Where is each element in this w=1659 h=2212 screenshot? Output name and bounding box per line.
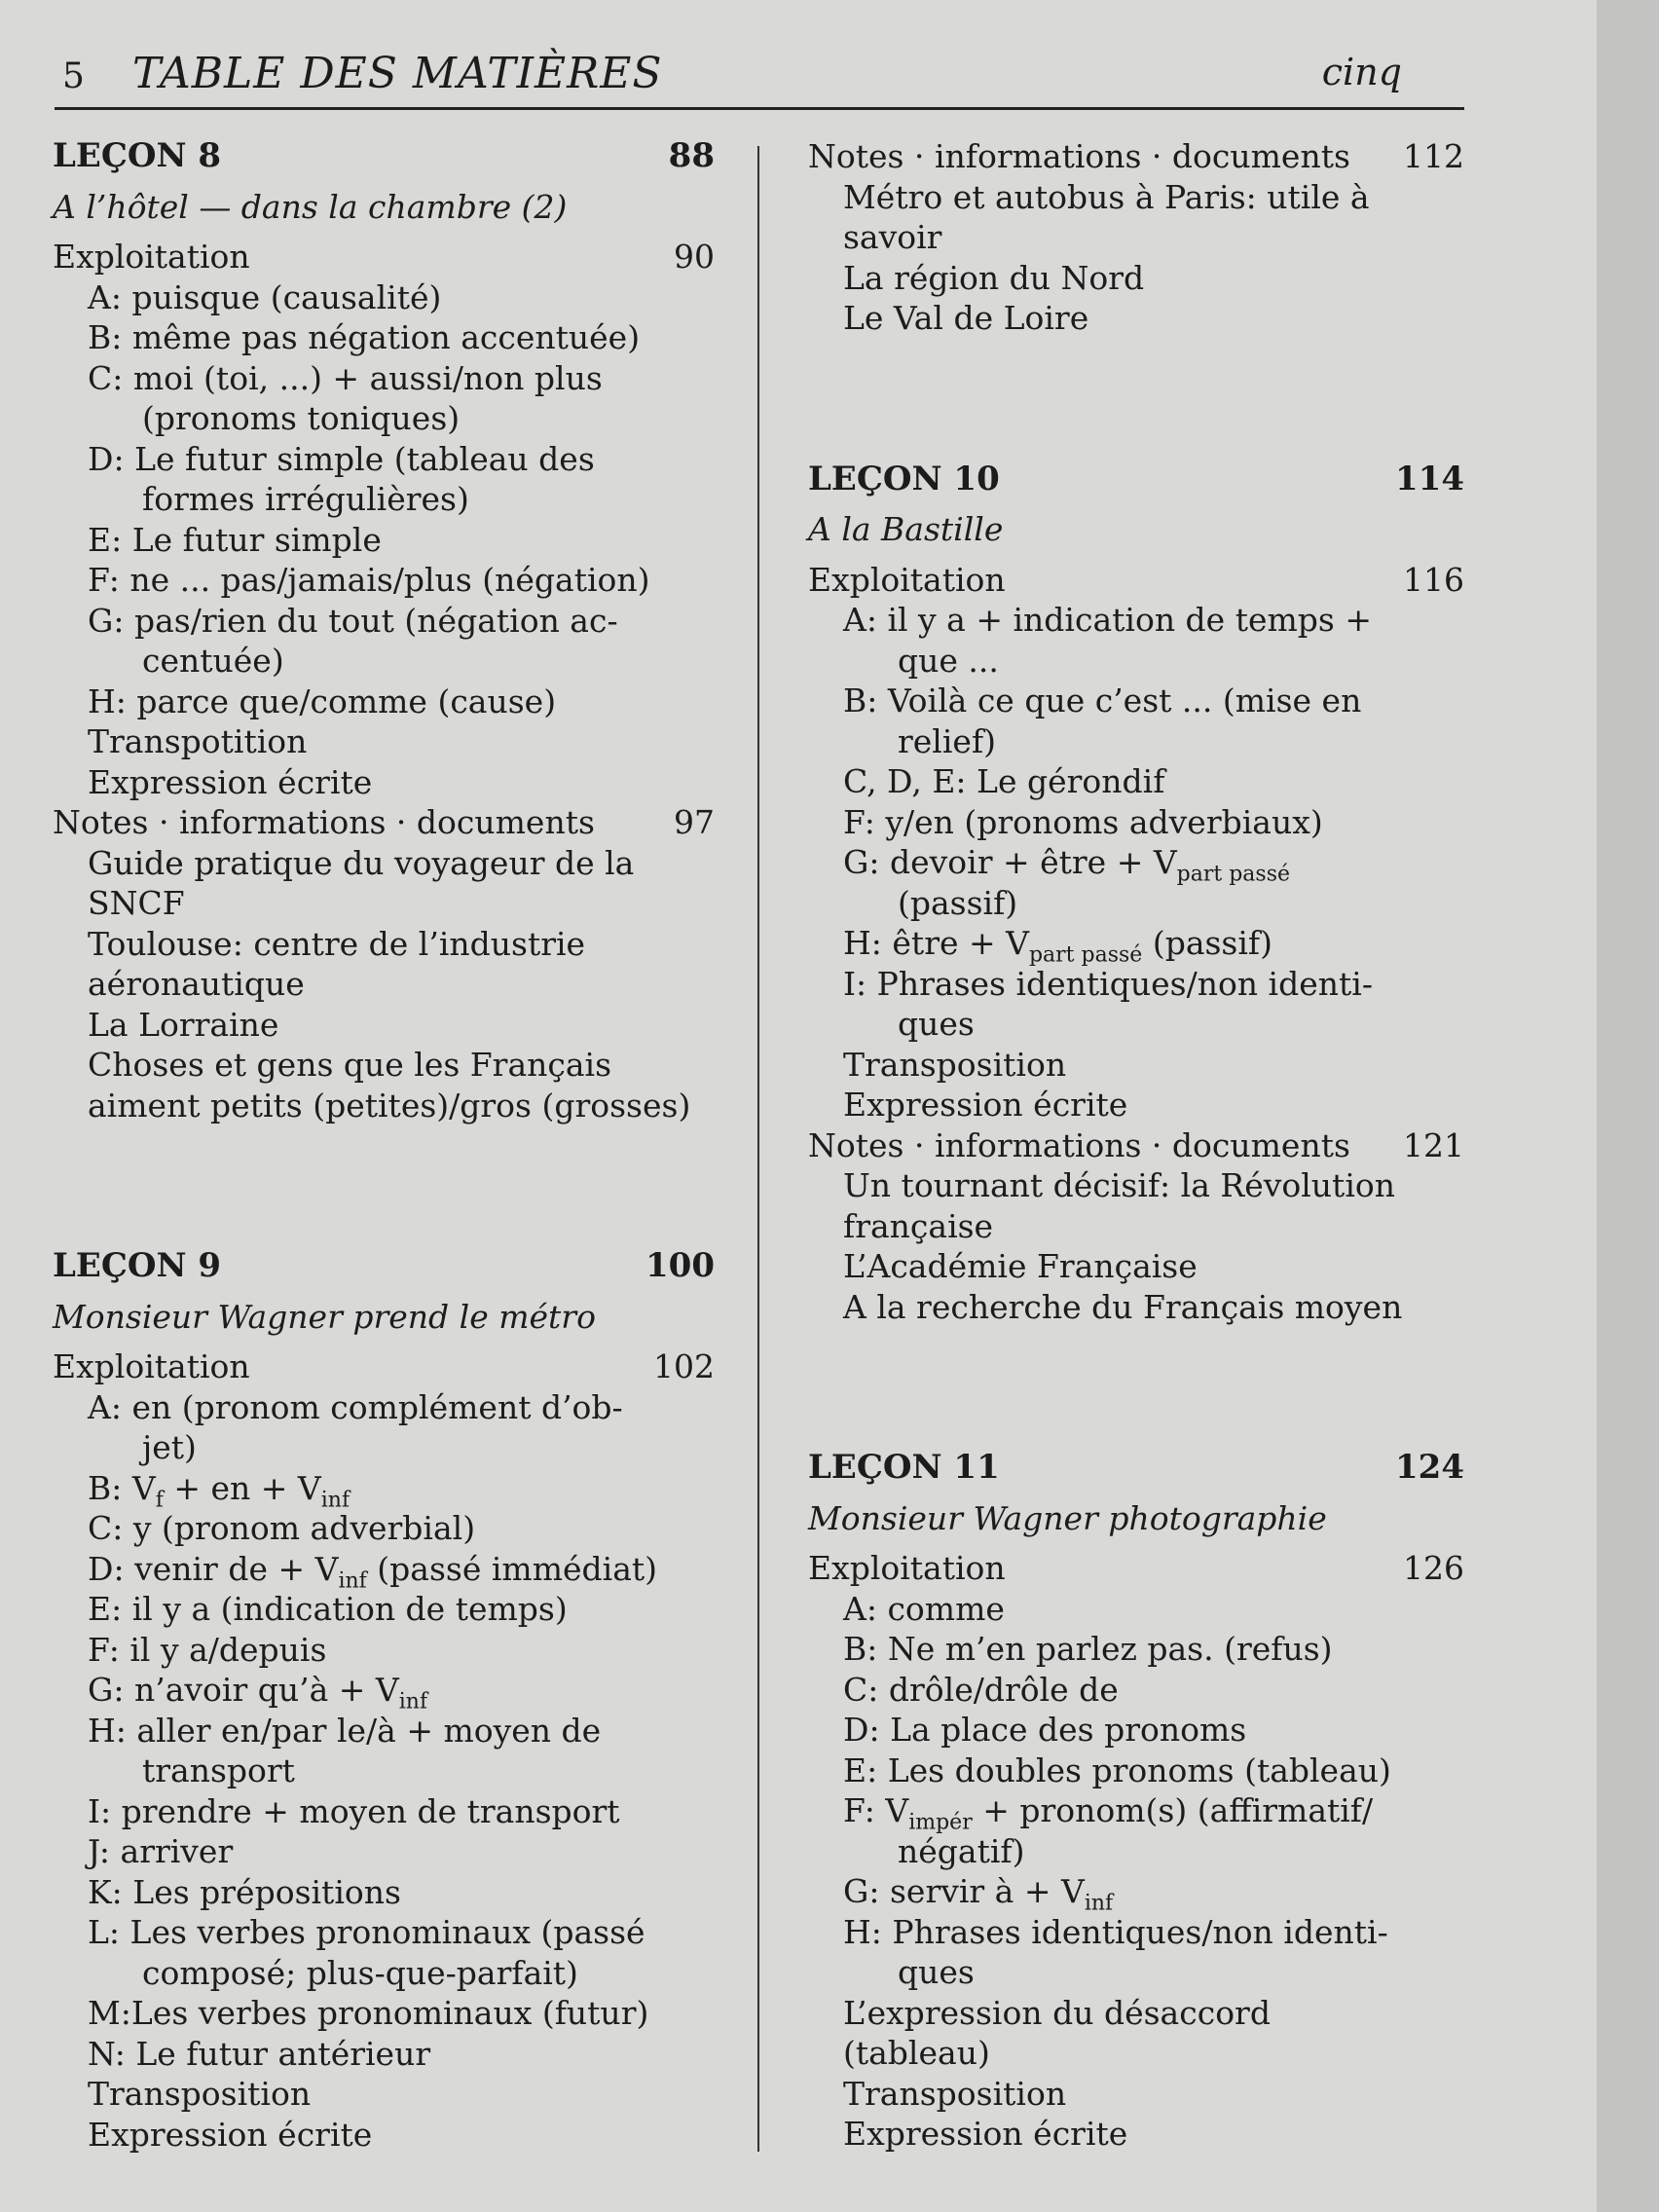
toc-entry: N: Le futur antérieur [88,2034,431,2073]
toc-entry: française [843,1206,994,1245]
notes-heading: Notes · informations · documents 97 [53,803,715,841]
toc-entry: E: Les doubles pronoms (tableau) [843,1751,1391,1789]
toc-entry: F: il y a/depuis [88,1630,327,1669]
toc-entry: jet) [142,1428,197,1466]
lesson-heading: LEÇON 11 124 [808,1448,1464,1487]
toc-entry: Transposition [88,2075,312,2113]
toc-entry: ques [898,1005,975,1043]
toc-entry: aiment petits (petites)/gros (grosses) [88,1086,691,1124]
toc-entry: Expression écrite [88,762,373,801]
toc-entry: F: y/en (pronoms adverbiaux) [843,802,1323,841]
exploitation-heading: Exploitation 102 [53,1347,715,1385]
toc-entry: Transposition [843,2074,1067,2113]
toc-entry: B: même pas négation accentuée) [88,318,641,356]
toc-entry: Expression écrite [843,1086,1128,1124]
toc-entry: relief) [898,721,997,760]
lecon8-notes [53,843,715,1126]
toc-entry: G: devoir + être + $V_{part passé}$ [843,843,1291,887]
toc-entry: ques [898,1953,975,1991]
toc-entry: Choses et gens que les Français [88,1046,612,1084]
toc-entry: L: Les verbes pronominaux (passé [88,1913,645,1951]
toc-entry: E: Le futur simple [88,520,382,559]
toc-entry: D: Le futur simple (tableau des [88,439,595,478]
toc-entry: formes irrégulières) [142,480,469,518]
lesson-heading: LEÇON 8 88 [53,136,715,175]
toc-entry: Métro et autobus à Paris: utile à [843,177,1370,216]
toc-entry: Guide pratique du voyageur de la [88,843,635,882]
column-divider [757,146,759,2152]
toc-entry: C: drôle/drôle de [843,1670,1119,1709]
toc-entry: C: y (pronom adverbial) [88,1509,476,1547]
lecon9-notes [808,177,1464,339]
toc-entry: Expression écrite [843,2115,1128,2153]
toc-entry: I: Phrases identiques/non identi- [843,964,1373,1003]
page-ref: 116 [1403,560,1464,599]
page-edge [1597,0,1659,2212]
toc-entry: A: comme [843,1589,1005,1628]
lesson-subtitle: A la Bastille [808,510,1004,548]
toc-entry: Un tournant décisif: la Révolution [843,1166,1395,1204]
page-title: TABLE DES MATIÈRES [132,49,663,98]
page-ref: 126 [1403,1549,1464,1587]
toc-entry: G: pas/rien du tout (négation ac- [88,601,618,640]
toc-entry: A la recherche du Français moyen [843,1287,1403,1326]
toc-entry: F: $V_{impér}$ + pronom(s) (affirmatif/ [843,1791,1374,1835]
lesson-subtitle: Monsieur Wagner photographie [808,1498,1327,1537]
toc-entry: centuée) [142,642,284,680]
toc-entry: Transpotition [88,722,308,760]
page-ref: 114 [1395,459,1464,498]
exploitation-heading: Exploitation 126 [808,1549,1464,1587]
toc-entry: Le Val de Loire [843,299,1089,337]
lecon10-notes [808,1165,1464,1327]
toc-entry: J: arriver [88,1832,234,1870]
toc-entry: Expression écrite [88,2115,373,2154]
lesson-heading: LEÇON 10 114 [808,459,1464,498]
page-ref: 100 [645,1246,715,1285]
toc-entry: I: prendre + moyen de transport [88,1791,620,1830]
toc-entry: (pronoms toniques) [142,399,461,437]
toc-entry: M:Les verbes pronominaux (futur) [88,1994,649,2032]
toc-entry: savoir [843,218,942,256]
page-ref: 90 [674,238,715,276]
toc-entry: SNCF [88,884,185,922]
toc-entry: C, D, E: Le gérondif [843,762,1165,800]
lesson-subtitle: Monsieur Wagner prend le métro [53,1297,596,1336]
page-number: 5 [62,56,85,96]
toc-entry: A: il y a + indication de temps + [843,601,1372,639]
toc-entry: D: La place des pronoms [843,1711,1247,1749]
toc-entry: Transposition [843,1045,1067,1084]
notes-heading: Notes · informations · documents 112 [808,137,1464,175]
toc-entry: L’expression du désaccord [843,1993,1271,2032]
toc-entry: B: Voilà ce que c’est ... (mise en [843,682,1362,719]
toc-entry: H: être + $V_{part passé}$ (passif) [843,924,1273,968]
toc-entry: B: $V_f$ + en + $V_{inf}$ [88,1468,350,1513]
notes-heading: Notes · informations · documents 121 [808,1125,1464,1164]
toc-entry: composé; plus-que-parfait) [142,1953,578,1992]
page-word: cinq [1321,51,1402,93]
toc-entry: K: Les prépositions [88,1872,401,1911]
toc-entry: H: Phrases identiques/non identi- [843,1912,1388,1951]
toc-entry: que ... [898,641,999,680]
lesson-subtitle: A l’hôtel — dans la chambre (2) [53,187,568,226]
page-ref: 102 [653,1347,715,1385]
toc-entry: Toulouse: centre de l’industrie [88,924,586,963]
lesson-heading: LEÇON 9 100 [53,1246,715,1285]
page-ref: 112 [1403,137,1464,175]
toc-entry: B: Ne m’en parlez pas. (refus) [843,1630,1333,1668]
toc-entry: A: puisque (causalité) [88,277,442,316]
toc-entry: H: aller en/par le/à + moyen de [88,1711,602,1750]
toc-entry: négatif) [898,1831,1025,1870]
page-ref: 121 [1403,1125,1464,1164]
toc-entry: D: venir de + $V_{inf}$ (passé immédiat) [88,1549,658,1594]
toc-entry: H: parce que/comme (cause) [88,682,557,720]
right-column [808,136,1464,2155]
exploitation-heading: Exploitation 90 [53,238,715,276]
toc-entry: G: servir à + $V_{inf}$ [843,1872,1114,1916]
toc-entry: G: n’avoir qu’à + $V_{inf}$ [88,1671,428,1714]
page-ref: 124 [1395,1448,1464,1487]
toc-entry: La Lorraine [88,1005,279,1044]
toc-entry: L’Académie Française [843,1247,1198,1285]
toc-entry: (tableau) [843,2034,990,2072]
page-header [58,43,1402,105]
page-ref: 88 [668,136,715,175]
lecon8-items [53,277,715,722]
toc-entry: A: en (pronom complément d’ob- [88,1387,623,1426]
toc-entry: La région du Nord [843,258,1145,297]
page-ref: 97 [674,803,715,841]
toc-entry: transport [142,1751,295,1789]
toc-entry: aéronautique [88,965,305,1003]
toc-entry: (passif) [898,883,1018,922]
toc-entry: F: ne ... pas/jamais/plus (négation) [88,561,650,599]
exploitation-heading: Exploitation 116 [808,560,1464,599]
toc-entry: C: moi (toi, ...) + aussi/non plus [88,358,603,397]
toc-entry: E: il y a (indication de temps) [88,1590,568,1628]
header-rule [55,107,1464,110]
left-column [53,136,715,2155]
